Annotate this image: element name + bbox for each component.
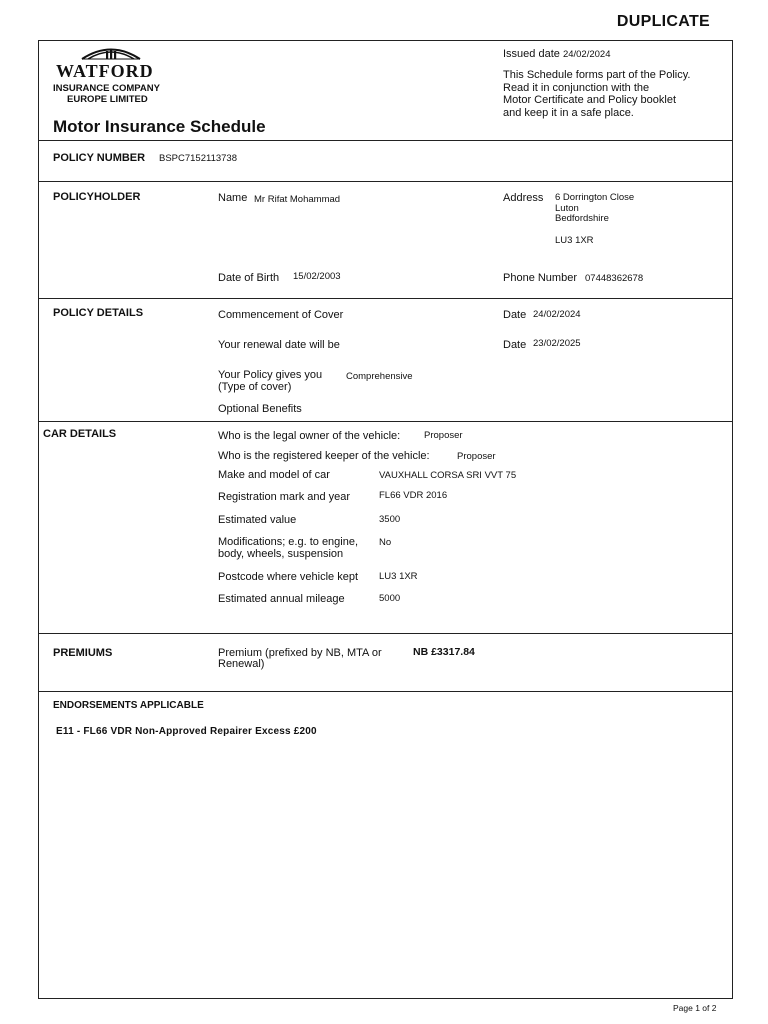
policy-number-label: POLICY NUMBER	[53, 152, 146, 164]
dob-label: Date of Birth	[218, 272, 280, 284]
divider	[38, 140, 732, 141]
address-line: 6 Dorrington Close	[555, 192, 635, 203]
page-title: Motor Insurance Schedule	[53, 117, 266, 136]
optional-benefits-label: Optional Benefits	[218, 403, 302, 415]
phone-value: 07448362678	[585, 273, 644, 284]
car-row-value: 5000	[379, 593, 401, 604]
owner-label: Who is the legal owner of the vehicle:	[218, 430, 401, 442]
premiums-heading: PREMIUMS	[53, 647, 113, 659]
name-label: Name	[218, 192, 248, 204]
owner-value: Proposer	[424, 430, 463, 441]
divider	[38, 181, 732, 182]
dob-value: 15/02/2003	[293, 271, 341, 282]
divider	[38, 298, 732, 299]
renewal-label: Your renewal date will be	[218, 339, 340, 351]
schedule-note-line: Motor Certificate and Policy booklet	[503, 94, 677, 107]
duplicate-stamp: DUPLICATE	[616, 13, 710, 30]
car-row-value: No	[379, 537, 392, 548]
address-line: Luton	[555, 203, 579, 214]
policyholder-heading: POLICYHOLDER	[53, 191, 141, 203]
commencement-label: Commencement of Cover	[218, 309, 344, 321]
car-row-label: Registration mark and year	[218, 491, 351, 503]
keeper-value: Proposer	[457, 451, 496, 462]
car-row-label: Postcode where vehicle kept	[218, 571, 359, 583]
logo-subtitle-1: INSURANCE COMPANY	[53, 83, 160, 94]
endorsement-item: E11 - FL66 VDR Non-Approved Repairer Excess £200	[56, 726, 317, 737]
car-row-value: FL66 VDR 2016	[379, 490, 448, 501]
address-label: Address	[503, 192, 544, 204]
schedule-note-line: This Schedule forms part of the Policy.	[503, 69, 691, 81]
address-postcode: LU3 1XR	[555, 235, 594, 246]
cover-label-sub: (Type of cover)	[218, 381, 292, 393]
commencement-date-label: Date	[503, 309, 527, 321]
cover-value: Comprehensive	[346, 371, 413, 382]
address-line: Bedfordshire	[555, 213, 609, 224]
car-details-heading: CAR DETAILS	[43, 428, 117, 440]
car-row-value: LU3 1XR	[379, 571, 418, 582]
car-row-label: Modifications; e.g. to engine,	[218, 536, 359, 548]
car-row-label: Estimated value	[218, 514, 297, 526]
phone-label: Phone Number	[503, 272, 577, 284]
name-value: Mr Rifat Mohammad	[254, 194, 341, 205]
issued-date	[503, 48, 610, 60]
premium-value: NB £3317.84	[413, 646, 475, 658]
logo-subtitle-2: EUROPE LIMITED	[67, 94, 148, 105]
premium-label-sub: Renewal)	[218, 658, 265, 670]
commencement-date-value: 24/02/2024	[533, 309, 581, 320]
divider	[38, 633, 732, 634]
schedule-note-line: and keep it in a safe place.	[503, 106, 634, 119]
car-row-label: Make and model of car	[218, 469, 330, 481]
car-row-label-sub: body, wheels, suspension	[218, 548, 344, 560]
issued-date-label: Issued date	[503, 48, 560, 60]
schedule-note-line: Read it in conjunction with the	[503, 81, 650, 94]
issued-date-value: 24/02/2024	[562, 49, 611, 60]
policy-details-heading: POLICY DETAILS	[53, 307, 144, 319]
logo-wordmark: WATFORD	[56, 61, 154, 81]
car-row-value: VAUXHALL CORSA SRI VVT 75	[379, 470, 517, 481]
premium-label: Premium (prefixed by NB, MTA or	[218, 647, 382, 659]
car-row-label: Estimated annual mileage	[218, 593, 345, 605]
page-number: Page 1 of 2	[673, 1003, 717, 1013]
divider	[38, 691, 732, 692]
schedule-note	[503, 69, 691, 119]
keeper-label: Who is the registered keeper of the vehicle:	[218, 450, 430, 462]
policy-number-value: BSPC7152113738	[159, 153, 237, 164]
renewal-date-value: 23/02/2025	[533, 338, 581, 349]
divider	[38, 421, 732, 422]
renewal-date-label: Date	[503, 339, 527, 351]
endorsements-heading: ENDORSEMENTS APPLICABLE	[53, 700, 204, 711]
car-row-value: 3500	[379, 514, 401, 525]
cover-label: Your Policy gives you	[218, 369, 323, 381]
